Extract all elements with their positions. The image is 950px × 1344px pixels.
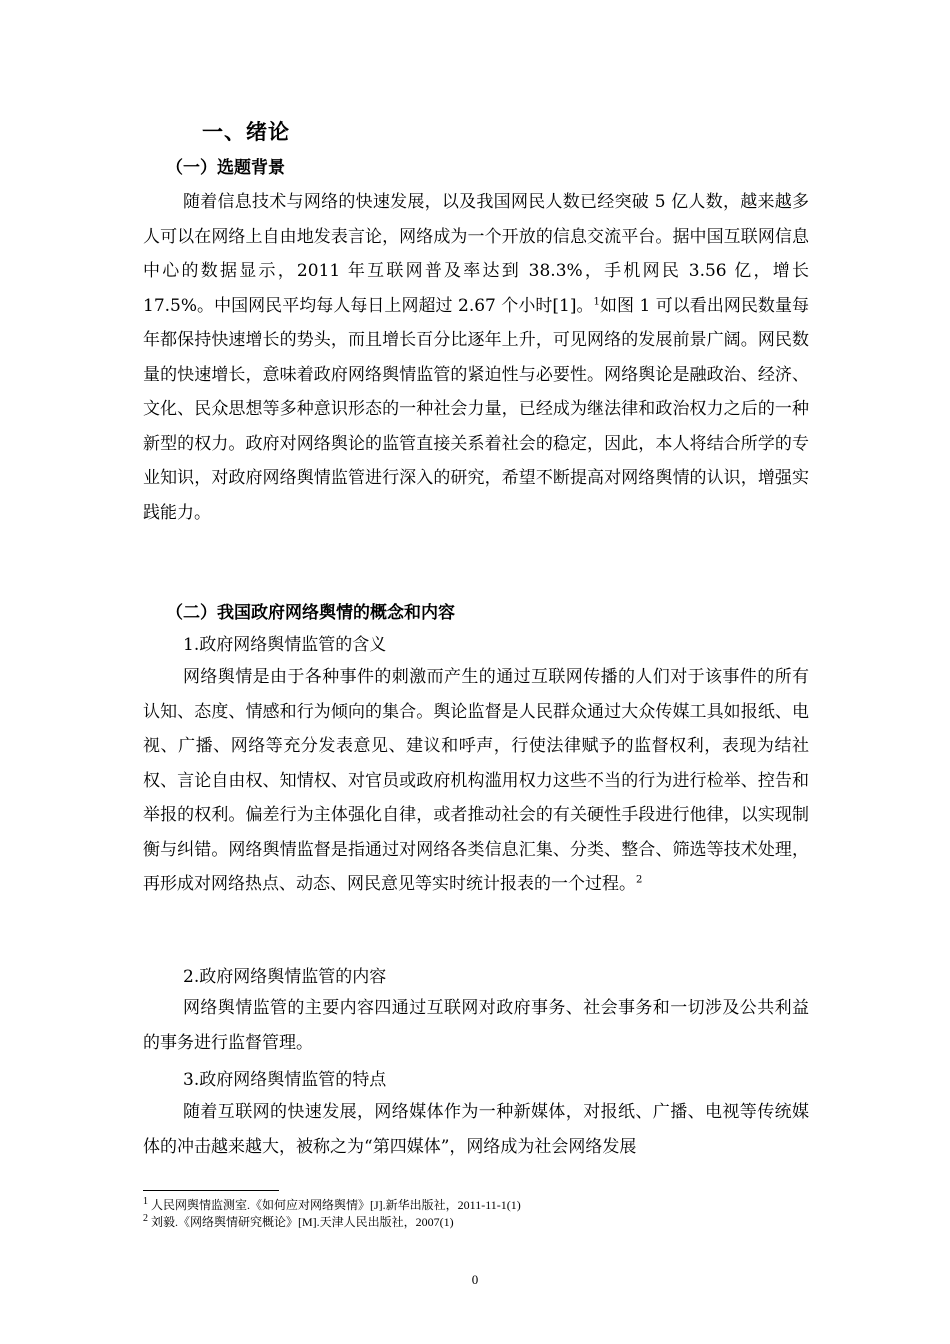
footnote-1 bbox=[143, 1196, 521, 1213]
footnote-1-number: 1 bbox=[143, 1196, 148, 1207]
page-number: 0 bbox=[471, 1272, 479, 1287]
section-heading-background: （一）选题背景 bbox=[166, 158, 285, 178]
paragraph-meaning-text: 网络舆情是由于各种事件的刺激而产生的通过互联网传播的人们对于该事件的所有认知、态度、情感和行为倾向的集合。舆论监督是人民群众通过大众传媒工具如报纸、电视、广播、网络等充分发表意见、建议和呼声，行使法律赋予的监督权利，表现为结社权、言论自由权、知情权、对官员或政府机构滥用权力这些不当的行为进行检举、控告和举报的权利。偏差行为主体强化自律，或者推动社会的有关硬性手段进行他律，以实现制衡与纠错。网络舆情监督是指通过对网络各类信息汇集、分类、整合、筛选等技术处理，再形成对网络热点、动态、网民意见等实时统计报表的一个过程。 bbox=[143, 667, 809, 894]
paragraph-background-text-b: 如图 1 可以看出网民数量每年都保持快速增长的势头，而且增长百分比逐年上升，可见网络的发展前景广阔。网民数量的快速增长，意味着政府网络舆情监管的紧迫性与必要性。网络舆论是融政治、经济、文化、民众思想等多种意识形态的一种社会力量，已经成为继法律和政治权力之后的一种新型的权力。政府对网络舆论的监管直接关系着社会的稳定，因此，本人将结合所学的专业知识，对政府网络舆情监管进行深入的研究，希望不断提高对网络舆情的认识，增强实践能力。 bbox=[143, 295, 809, 523]
paragraph-meaning bbox=[143, 660, 809, 902]
footnote-2 bbox=[143, 1213, 454, 1230]
section-heading-concept: （二）我国政府网络舆情的概念和内容 bbox=[166, 603, 455, 623]
chapter-heading: 一、绪论 bbox=[202, 120, 290, 144]
footnote-ref-2[interactable]: 2 bbox=[636, 874, 643, 886]
paragraph-features: 随着互联网的快速发展，网络媒体作为一种新媒体，对报纸、广播、电视等传统媒体的冲击越来越大，被称之为“第四媒体”，网络成为社会网络发展 bbox=[143, 1102, 809, 1157]
paragraph-background-text-a: 随着信息技术与网络的快速发展，以及我国网民人数已经突破 5 亿人数，越来越多人可以在网络上自由地发表言论，网络成为一个开放的信息交流平台。据中国互联网信息中心的数据显示，2011 年互联网普及率达到 38.3%，手机网民 3.56 亿，增长 17.5%。中国网民平均每人每日上网超过 2.67 个小时[1]。 bbox=[143, 192, 809, 316]
footnote-1-text: 人民网舆情监测室.《如何应对网络舆情》[J].新华出版社，2011-11-1(1) bbox=[151, 1198, 521, 1212]
footnote-2-number: 2 bbox=[143, 1213, 148, 1224]
footnote-separator bbox=[143, 1190, 279, 1191]
subheading-content: 2.政府网络舆情监管的内容 bbox=[183, 967, 387, 987]
footnote-ref-1[interactable]: 1 bbox=[593, 295, 600, 307]
subheading-meaning: 1.政府网络舆情监管的含义 bbox=[183, 635, 387, 655]
footnote-2-text: 刘毅.《网络舆情研究概论》[M].天津人民出版社，2007(1) bbox=[151, 1215, 454, 1229]
subheading-features: 3.政府网络舆情监管的特点 bbox=[183, 1070, 387, 1090]
paragraph-content: 网络舆情监管的主要内容四通过互联网对政府事务、社会事务和一切涉及公共利益的事务进行监督管理。 bbox=[143, 998, 809, 1053]
paragraph-background bbox=[143, 185, 809, 530]
